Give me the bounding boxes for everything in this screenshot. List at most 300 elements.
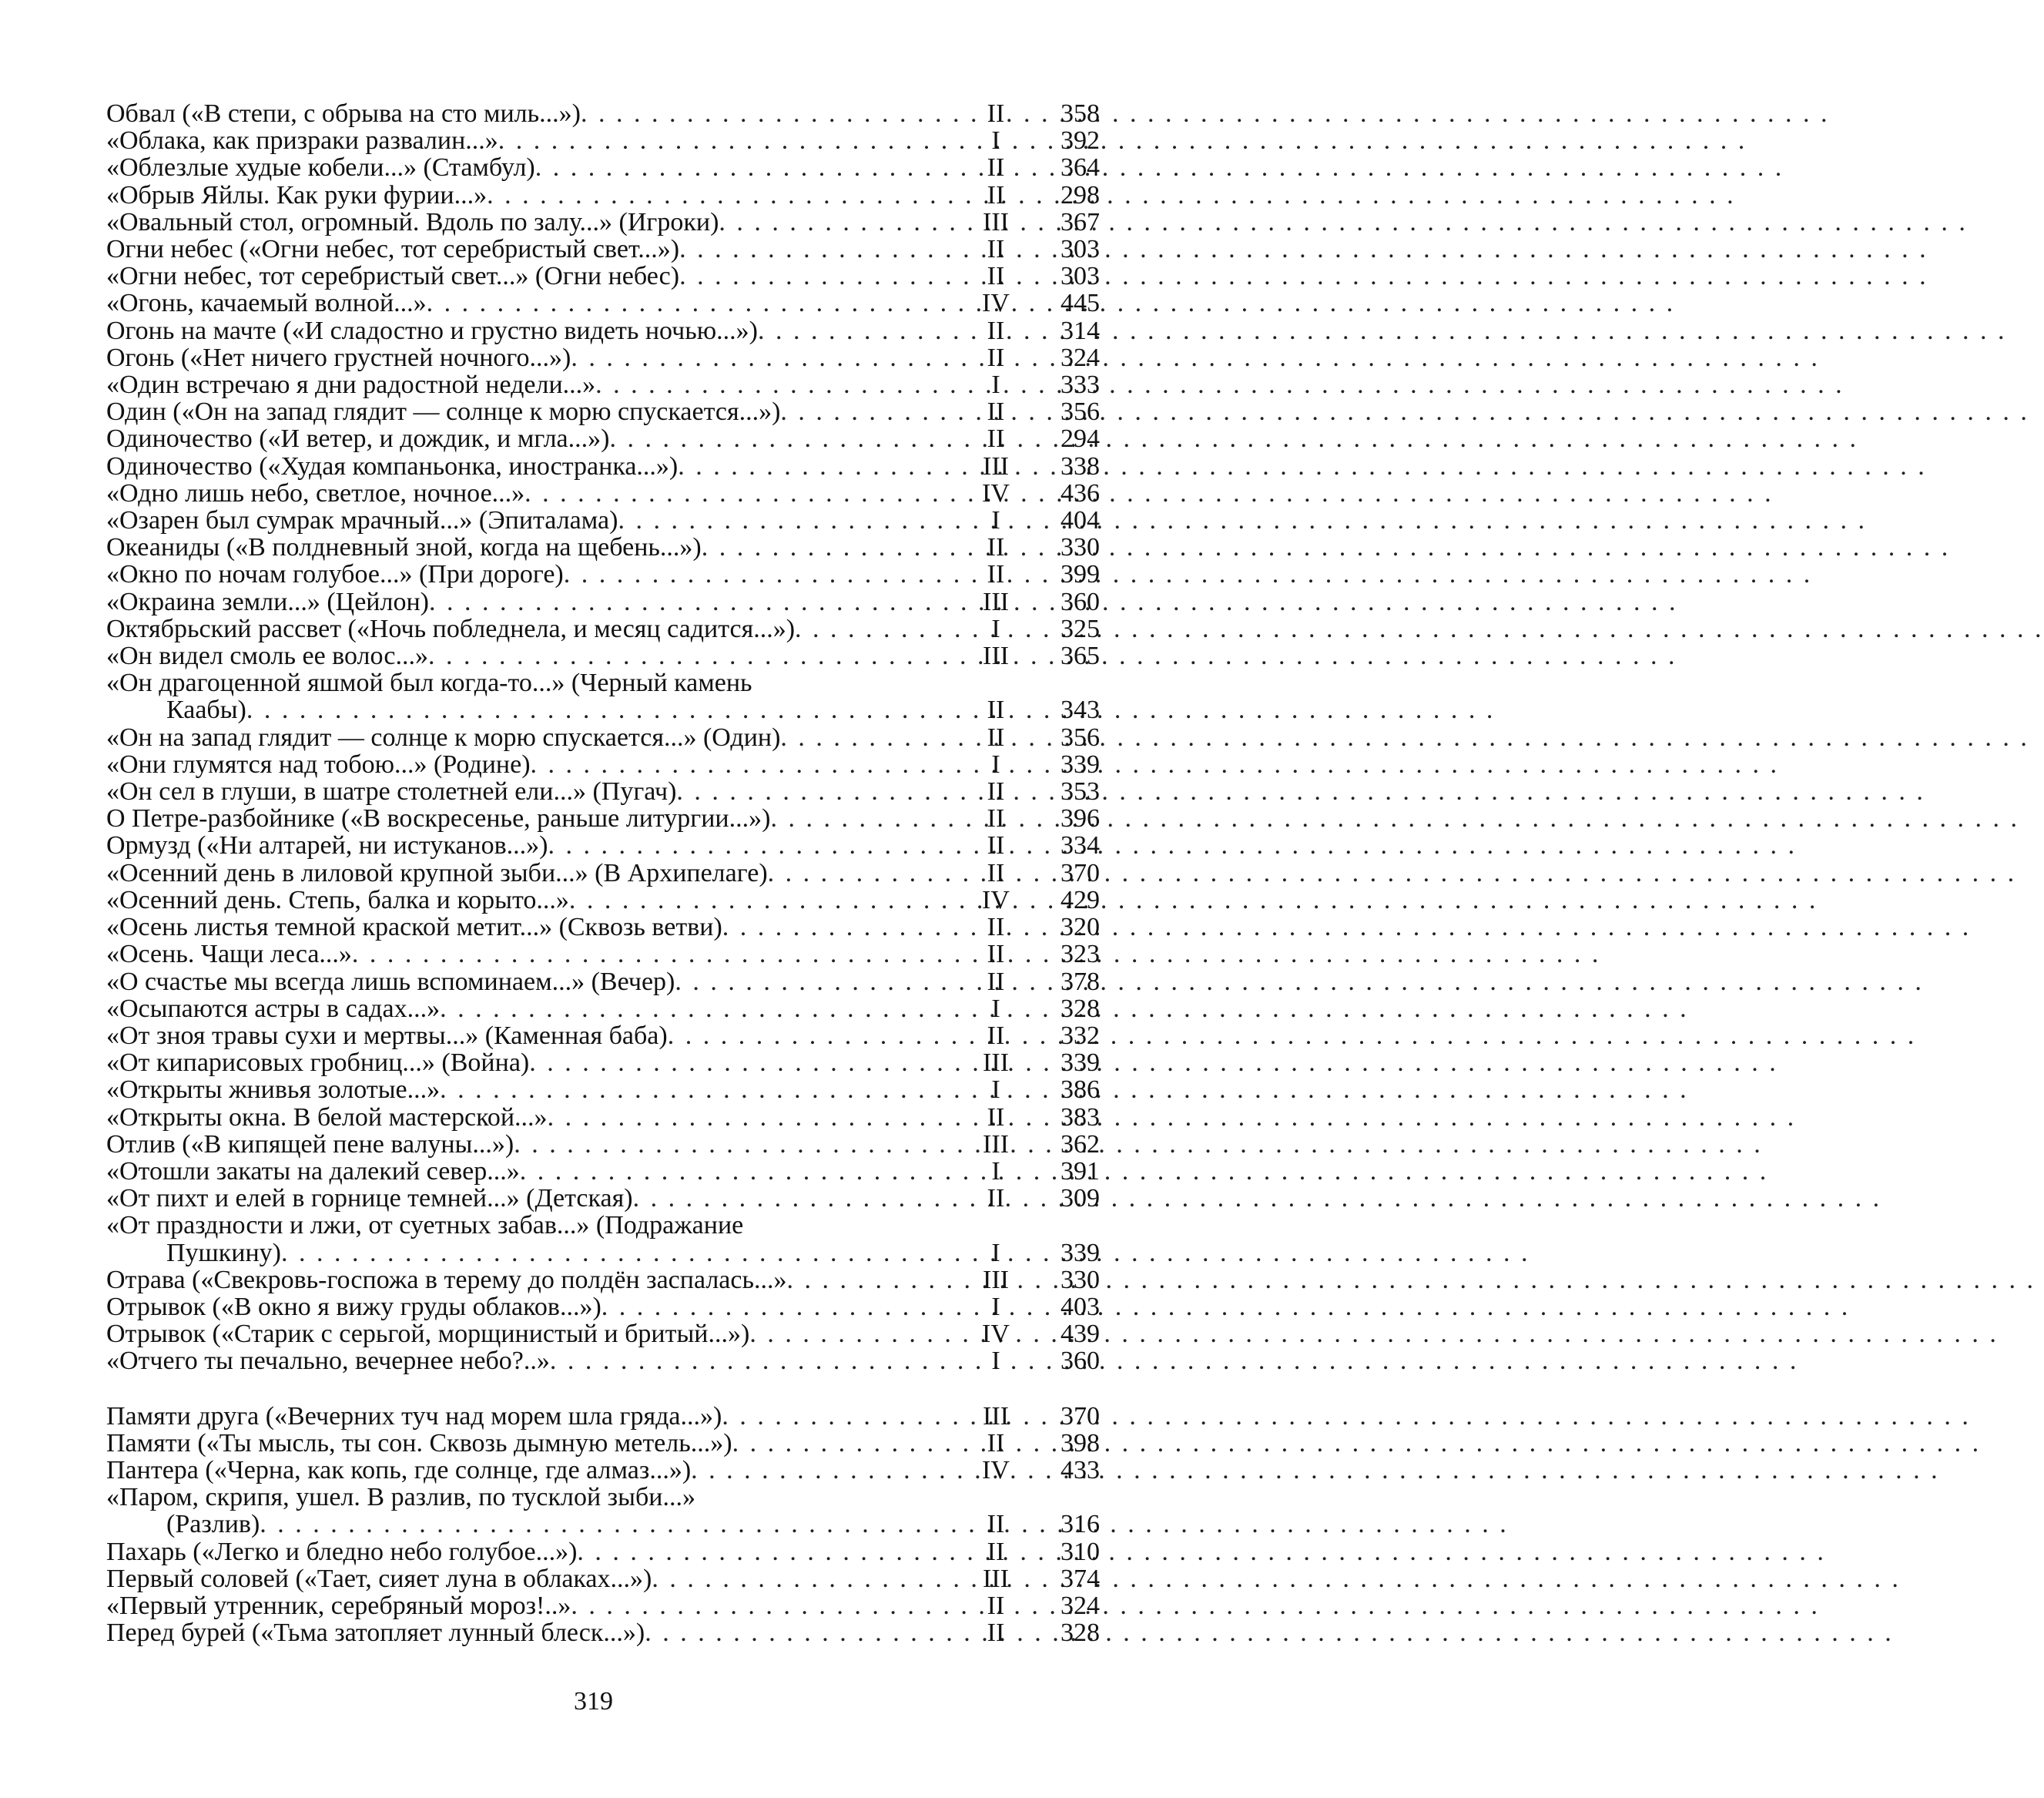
entry-volume: III [983, 451, 1009, 481]
entry-page: 429 [1061, 885, 1100, 914]
entry-title: «Озарен был сумрак мрачный...» (Эпиталама) [106, 506, 618, 535]
dot-leader [595, 371, 1845, 398]
entry-volume: II [987, 533, 1005, 562]
entry-page: 309 [1061, 1184, 1100, 1213]
dot-leader [564, 561, 1813, 588]
entry-volume: III [983, 1401, 1009, 1431]
entry-volume: II [987, 967, 1005, 996]
entry-volume: II [987, 560, 1005, 589]
index-entry [106, 914, 1115, 941]
dot-leader [531, 751, 1780, 778]
entry-title-cell [106, 453, 957, 480]
entry-volume [957, 1484, 1034, 1511]
dot-leader [722, 1403, 1971, 1430]
entry-title-cell [106, 344, 957, 371]
index-entry [106, 344, 1115, 371]
entry-title-cell [106, 860, 957, 887]
dot-leader [569, 887, 1818, 914]
entry-page: 330 [1061, 533, 1100, 562]
entry-page: 328 [1061, 1619, 1100, 1648]
entry-page: 433 [1061, 1455, 1100, 1484]
entry-volume: II [987, 1537, 1005, 1566]
entry-title-cell [106, 1430, 957, 1457]
entry-title-cell [106, 941, 957, 968]
entry-page: 356 [1061, 398, 1100, 427]
entry-title: Отрава («Свекровь-госпожа в терему до полдён заспалась...» [106, 1265, 787, 1294]
dot-leader [691, 1457, 1940, 1484]
entry-page: 367 [1061, 207, 1100, 236]
entry-volume: IV [982, 885, 1010, 914]
entry-page: 330 [1061, 1265, 1100, 1294]
entry-title: «Первый утренник, серебряный мороз!..» [106, 1591, 571, 1620]
dot-leader [601, 1293, 1851, 1320]
entry-page: 356 [1061, 723, 1100, 752]
entry-title: Отлив («В кипящей пене валуны...») [106, 1129, 514, 1159]
entry-title: «Облезлые худые кобели...» (Стамбул) [106, 153, 535, 183]
index-entry [106, 453, 1115, 480]
entry-page: 404 [1061, 506, 1100, 535]
entry-volume: II [987, 153, 1005, 183]
entry-volume: II [987, 696, 1005, 725]
dot-leader [722, 914, 1972, 941]
entry-title: «Окраина земли...» (Цейлон) [106, 587, 429, 616]
entry-title-cell [106, 1239, 957, 1266]
entry-title-cell [106, 832, 957, 859]
entry-title: «Паром, скрипя, ушел. В разлив, по тусклой зыби...» [106, 1483, 695, 1512]
entry-title-cell [106, 154, 957, 181]
entry-title-cell [106, 1293, 957, 1320]
index-entry [106, 1619, 1115, 1646]
entry-title: «От пихт и елей в горнице темней...» (Детская) [106, 1184, 633, 1213]
entry-title: «Одно лишь небо, светлое, ночное...» [106, 478, 525, 508]
entry-title: Пахарь («Легко и бледно небо голубое...») [106, 1537, 578, 1566]
entry-title-cell [106, 398, 957, 425]
entry-title: Огонь («Нет ничего грустней ночного...») [106, 343, 571, 372]
entry-title-cell [106, 1158, 957, 1185]
index-entry [106, 860, 1115, 887]
entry-title: «Отчего ты печально, вечернее небо?..» [106, 1347, 550, 1376]
entry-volume: I [991, 1292, 1000, 1321]
entry-title-cell [106, 887, 957, 914]
entry-title: Огни небес («Огни небес, тот серебристый свет...») [106, 235, 680, 264]
entry-title: «Он на запад глядит — солнце к морю спускается...» (Один) [106, 723, 781, 752]
dot-leader [645, 1619, 1894, 1646]
entry-title: «Овальный стол, огромный. Вдоль по залу...» (Игроки) [106, 207, 719, 236]
index-entry [106, 371, 1115, 398]
dot-leader [679, 236, 1928, 263]
entry-title-cell [106, 480, 957, 507]
entry-page: 396 [1061, 804, 1100, 834]
entry-volume: III [983, 1129, 1009, 1159]
entry-title-cell [106, 1619, 957, 1646]
entry-title: Один («Он на запад глядит — солнце к морю спускается...») [106, 398, 781, 427]
entry-title-cell [106, 127, 957, 154]
entry-volume: II [987, 1102, 1005, 1132]
entry-volume: III [983, 1265, 1009, 1294]
entry-volume: I [991, 1347, 1000, 1376]
index-entry [106, 1403, 1115, 1430]
dot-leader [535, 154, 1784, 181]
dot-leader [548, 1104, 1797, 1131]
entry-title: «Облака, как призраки развалин...» [106, 126, 498, 156]
entry-title: Перед бурей («Тьма затопляет лунный блеск...») [106, 1619, 645, 1648]
entry-title-cell [106, 1320, 957, 1347]
entry-volume: IV [982, 1320, 1010, 1349]
index-entry [106, 154, 1115, 181]
index-entry [106, 1076, 1115, 1103]
entry-title-cell [106, 1347, 957, 1374]
entry-page: 439 [1061, 1320, 1100, 1349]
entry-page: 338 [1061, 451, 1100, 481]
entry-title-cell [106, 778, 957, 805]
entry-volume: I [991, 506, 1000, 535]
entry-title: «Осенний день в лиловой крупной зыби...» (В Архипелаге) [106, 858, 768, 887]
index-entry [106, 724, 1115, 751]
index-entry [106, 100, 1115, 127]
entry-title-cell [106, 100, 957, 127]
entry-title: Океаниды («В полдневный зной, когда на щебень...») [106, 533, 702, 562]
entry-volume: II [987, 723, 1005, 752]
entry-page: 339 [1061, 1048, 1100, 1078]
entry-volume: II [987, 858, 1005, 887]
entry-title-cell [106, 914, 957, 941]
entry-page: 298 [1061, 180, 1100, 210]
entry-page: 374 [1061, 1564, 1100, 1593]
entry-page: 378 [1061, 967, 1100, 996]
dot-leader [618, 507, 1867, 534]
entry-volume: I [991, 1156, 1000, 1186]
dot-leader [529, 1049, 1778, 1076]
entry-title: «Открыты жнивья золотые...» [106, 1075, 441, 1105]
entry-title: «Он драгоценной яшмой был когда-то...» (Черный камень [106, 669, 752, 698]
entry-volume: II [987, 398, 1005, 427]
index-entry [106, 1266, 1115, 1293]
index-entry [106, 1511, 1115, 1538]
entry-volume: II [987, 180, 1005, 210]
entry-page: 325 [1061, 614, 1100, 643]
index-entry [106, 995, 1115, 1022]
entry-page: 328 [1061, 994, 1100, 1023]
index-entry [106, 127, 1115, 154]
index-entry [106, 182, 1115, 209]
entry-volume [957, 669, 1034, 696]
entry-volume: II [987, 1510, 1005, 1539]
index-entry [106, 1457, 1115, 1484]
index-entry [106, 941, 1115, 968]
index-entry [106, 507, 1115, 534]
entry-title-cell [106, 209, 957, 236]
index-entry [106, 317, 1115, 344]
entry-title-cell [106, 751, 957, 778]
entry-page: 316 [1061, 1510, 1100, 1539]
index-entry [106, 696, 1115, 723]
dot-leader [548, 832, 1798, 859]
entry-page: 324 [1061, 1591, 1100, 1620]
dot-leader [702, 534, 1951, 561]
entry-title-cell [106, 1049, 957, 1076]
entry-volume: II [987, 343, 1005, 372]
entry-volume: I [991, 126, 1000, 156]
entry-title-cell [106, 1538, 957, 1565]
entry-title: «Один встречаю я дни радостной недели...» [106, 371, 596, 400]
entry-page: 386 [1061, 1075, 1100, 1105]
entry-title-cell [106, 616, 957, 642]
entry-page: 370 [1061, 858, 1100, 887]
entry-title-cell [106, 290, 957, 317]
dot-leader [246, 696, 1496, 723]
entry-page: 310 [1061, 1537, 1100, 1566]
dot-leader [675, 968, 1924, 995]
dot-leader [498, 127, 1747, 154]
dot-leader [514, 1131, 1763, 1158]
entry-title-cell [106, 371, 957, 398]
entry-title: Октябрьский рассвет («Ночь побледнела, и месяц садится...») [106, 614, 796, 643]
index-entry [106, 561, 1115, 588]
page-number: 319 [574, 1687, 613, 1716]
entry-page: 343 [1061, 696, 1100, 725]
index-entry [106, 480, 1115, 507]
dot-leader [719, 209, 1968, 236]
entry-title: «От праздности и лжи, от суетных забав...» (Подражание [106, 1211, 744, 1240]
entry-title: «О счастье мы всегда лишь вспоминаем...» (Вечер) [106, 967, 675, 996]
index-entry [106, 1158, 1115, 1185]
entry-volume: II [987, 1591, 1005, 1620]
dot-leader [524, 480, 1774, 507]
entry-volume: IV [982, 478, 1010, 508]
dot-leader [758, 317, 2007, 344]
entry-volume: III [983, 1048, 1009, 1078]
entry-volume: II [987, 235, 1005, 264]
entry-title: «Огни небес, тот серебристый свет...» (Огни небес) [106, 262, 680, 291]
entry-title-cell [106, 263, 957, 290]
dot-leader [678, 453, 1927, 480]
index-entry [106, 778, 1115, 805]
entry-page [1034, 1484, 1115, 1511]
index-entry [106, 887, 1115, 914]
entry-page: 362 [1061, 1129, 1100, 1159]
index-entry [106, 616, 1115, 642]
entry-page: 339 [1061, 750, 1100, 779]
dot-leader [695, 1484, 957, 1511]
entry-title-cell [106, 182, 957, 209]
entry-volume: II [987, 424, 1005, 454]
entry-page: 360 [1061, 587, 1100, 616]
entry-volume [957, 1212, 1034, 1239]
entry-title: Обвал («В степи, с обрыва на сто миль...») [106, 99, 581, 128]
entry-title-cell [106, 1185, 957, 1212]
index-entry [106, 832, 1115, 859]
entry-volume: I [991, 994, 1000, 1023]
entry-title: (Разлив) [166, 1510, 260, 1539]
index-entry [106, 1185, 1115, 1212]
entry-title-cell [106, 669, 957, 696]
entry-page: 445 [1061, 289, 1100, 318]
entry-volume: I [991, 1075, 1000, 1105]
entry-volume: II [987, 940, 1005, 969]
entry-title: «Он видел смоль ее волос...» [106, 642, 428, 671]
index-entry [106, 1565, 1115, 1592]
entry-volume: II [987, 777, 1005, 807]
entry-page: 391 [1061, 1156, 1100, 1186]
entry-title: Пантера («Черна, как копь, где солнце, где алмаз...») [106, 1455, 692, 1484]
entry-title: «От кипарисовых гробниц...» (Война) [106, 1048, 530, 1078]
entry-title: «От зноя травы сухи и мертвы...» (Каменная баба) [106, 1021, 668, 1050]
entry-volume: I [991, 614, 1000, 643]
entry-title: Огонь на мачте («И сладостно и грустно видеть ночью...») [106, 316, 758, 345]
index-entry [106, 290, 1115, 317]
entry-page: 392 [1061, 126, 1100, 156]
index-entry [106, 236, 1115, 263]
dot-leader [679, 263, 1928, 290]
index-entry [106, 642, 1115, 669]
index-group-p [106, 1403, 1115, 1647]
entry-page: 323 [1061, 940, 1100, 969]
entry-title-cell [106, 968, 957, 995]
entry-title-cell [106, 1131, 957, 1158]
entry-page: 358 [1061, 99, 1100, 128]
entry-title: Памяти («Ты мысль, ты сон. Сквозь дымную метель...») [106, 1428, 732, 1458]
index-entry [106, 1131, 1115, 1158]
index-entry [106, 1538, 1115, 1565]
entry-page: 303 [1061, 235, 1100, 264]
index-entry [106, 751, 1115, 778]
index-entry [106, 1592, 1115, 1619]
entry-page: 332 [1061, 1021, 1100, 1050]
dot-leader [260, 1511, 1509, 1538]
entry-title-cell [106, 1484, 957, 1511]
entry-title: «Он сел в глуши, в шатре столетней ели...» (Пугач) [106, 777, 677, 807]
entry-title: «Обрыв Яйлы. Как руки фурии...» [106, 180, 488, 210]
entry-title-cell [106, 1592, 957, 1619]
dot-leader [768, 860, 2017, 887]
entry-title-cell [106, 317, 957, 344]
entry-title: Памяти друга («Вечерних туч над морем шла гряда...») [106, 1401, 722, 1431]
entry-title-cell [106, 1104, 957, 1131]
index-entry [106, 398, 1115, 425]
entry-volume: II [987, 804, 1005, 834]
entry-title: Ормузд («Ни алтарей, ни истуканов...») [106, 831, 548, 860]
dot-leader [752, 669, 957, 696]
index-entry [106, 805, 1115, 832]
index-entry [106, 1347, 1115, 1374]
dot-leader [281, 1239, 1530, 1266]
dot-leader [749, 1320, 1999, 1347]
entry-title: Первый соловей («Тает, сияет луна в облаках...») [106, 1564, 652, 1593]
entry-volume: I [991, 750, 1000, 779]
entry-title: Отрывок («В окно я вижу груды облаков...») [106, 1292, 601, 1321]
entry-volume: III [983, 1564, 1009, 1593]
dot-leader [577, 1538, 1826, 1565]
entry-title-cell [106, 1511, 957, 1538]
index-entry [106, 534, 1115, 561]
entry-page: 303 [1061, 262, 1100, 291]
entry-title-cell [106, 1565, 957, 1592]
entry-page: 398 [1061, 1428, 1100, 1458]
entry-title-cell [106, 589, 957, 616]
dot-leader [633, 1185, 1882, 1212]
entry-page: 334 [1061, 831, 1100, 860]
entry-title-cell [106, 696, 957, 723]
index-entry [106, 669, 1115, 696]
entry-title-cell [106, 1212, 957, 1239]
dot-leader [609, 425, 1858, 452]
index-entry [106, 1239, 1115, 1266]
entry-page: 370 [1061, 1401, 1100, 1431]
entry-title-cell [106, 642, 957, 669]
index-entry [106, 1104, 1115, 1131]
entry-page: 364 [1061, 153, 1100, 183]
entry-title: «Огонь, качаемый волной...» [106, 289, 427, 318]
dot-leader [571, 344, 1820, 371]
index-entry [106, 1293, 1115, 1320]
index-entry [106, 589, 1115, 616]
index-list [106, 100, 1115, 1646]
dot-leader [732, 1430, 1982, 1457]
entry-volume: II [987, 1184, 1005, 1213]
entry-volume: III [983, 207, 1009, 236]
entry-title: «Отошли закаты на далекий север...» [106, 1156, 520, 1186]
entry-title-cell [106, 236, 957, 263]
entry-volume: I [991, 371, 1000, 400]
entry-page: 383 [1061, 1102, 1100, 1132]
group-separator [106, 1375, 1115, 1403]
index-entry [106, 968, 1115, 995]
entry-volume: I [991, 1238, 1000, 1267]
entry-page: 399 [1061, 560, 1100, 589]
entry-page: 320 [1061, 913, 1100, 942]
index-entry [106, 1049, 1115, 1076]
entry-title: «Они глумятся над тобою...» (Родине) [106, 750, 531, 779]
entry-title-cell [106, 995, 957, 1022]
entry-page: 339 [1061, 1238, 1100, 1267]
entry-title-cell [106, 1457, 957, 1484]
entry-title: Пушкину) [166, 1238, 281, 1267]
entry-page: 403 [1061, 1292, 1100, 1321]
entry-page: 294 [1061, 424, 1100, 454]
dot-leader [581, 100, 1830, 127]
entry-page: 333 [1061, 371, 1100, 400]
index-entry [106, 263, 1115, 290]
entry-title-cell [106, 561, 957, 588]
index-entry [106, 1212, 1115, 1239]
entry-volume: III [983, 587, 1009, 616]
entry-volume: II [987, 1619, 1005, 1648]
entry-title: Отрывок («Старик с серьгой, морщинистый и бритый...») [106, 1320, 750, 1349]
entry-page [1034, 1212, 1115, 1239]
entry-page: 360 [1061, 1347, 1100, 1376]
entry-title-cell [106, 805, 957, 832]
entry-volume: II [987, 1428, 1005, 1458]
dot-leader [571, 1592, 1820, 1619]
index-entry [106, 1484, 1115, 1511]
dot-leader [652, 1565, 1901, 1592]
entry-title-cell [106, 1266, 957, 1293]
index-entry [106, 1430, 1115, 1457]
dot-leader [520, 1158, 1769, 1185]
index-group-o [106, 100, 1115, 1375]
dot-leader [550, 1347, 1799, 1374]
entry-title-cell [106, 1403, 957, 1430]
entry-page: 324 [1061, 343, 1100, 372]
entry-title-cell [106, 425, 957, 452]
entry-title: «Окно по ночам голубое...» (При дороге) [106, 560, 564, 589]
entry-title: «Осень. Чащи леса...» [106, 940, 352, 969]
entry-title: Одиночество («Худая компаньонка, иностранка...») [106, 451, 679, 481]
index-entry [106, 209, 1115, 236]
entry-volume: II [987, 99, 1005, 128]
entry-title: О Петре-разбойнике («В воскресенье, раньше литургии...») [106, 804, 771, 834]
entry-page: 436 [1061, 478, 1100, 508]
